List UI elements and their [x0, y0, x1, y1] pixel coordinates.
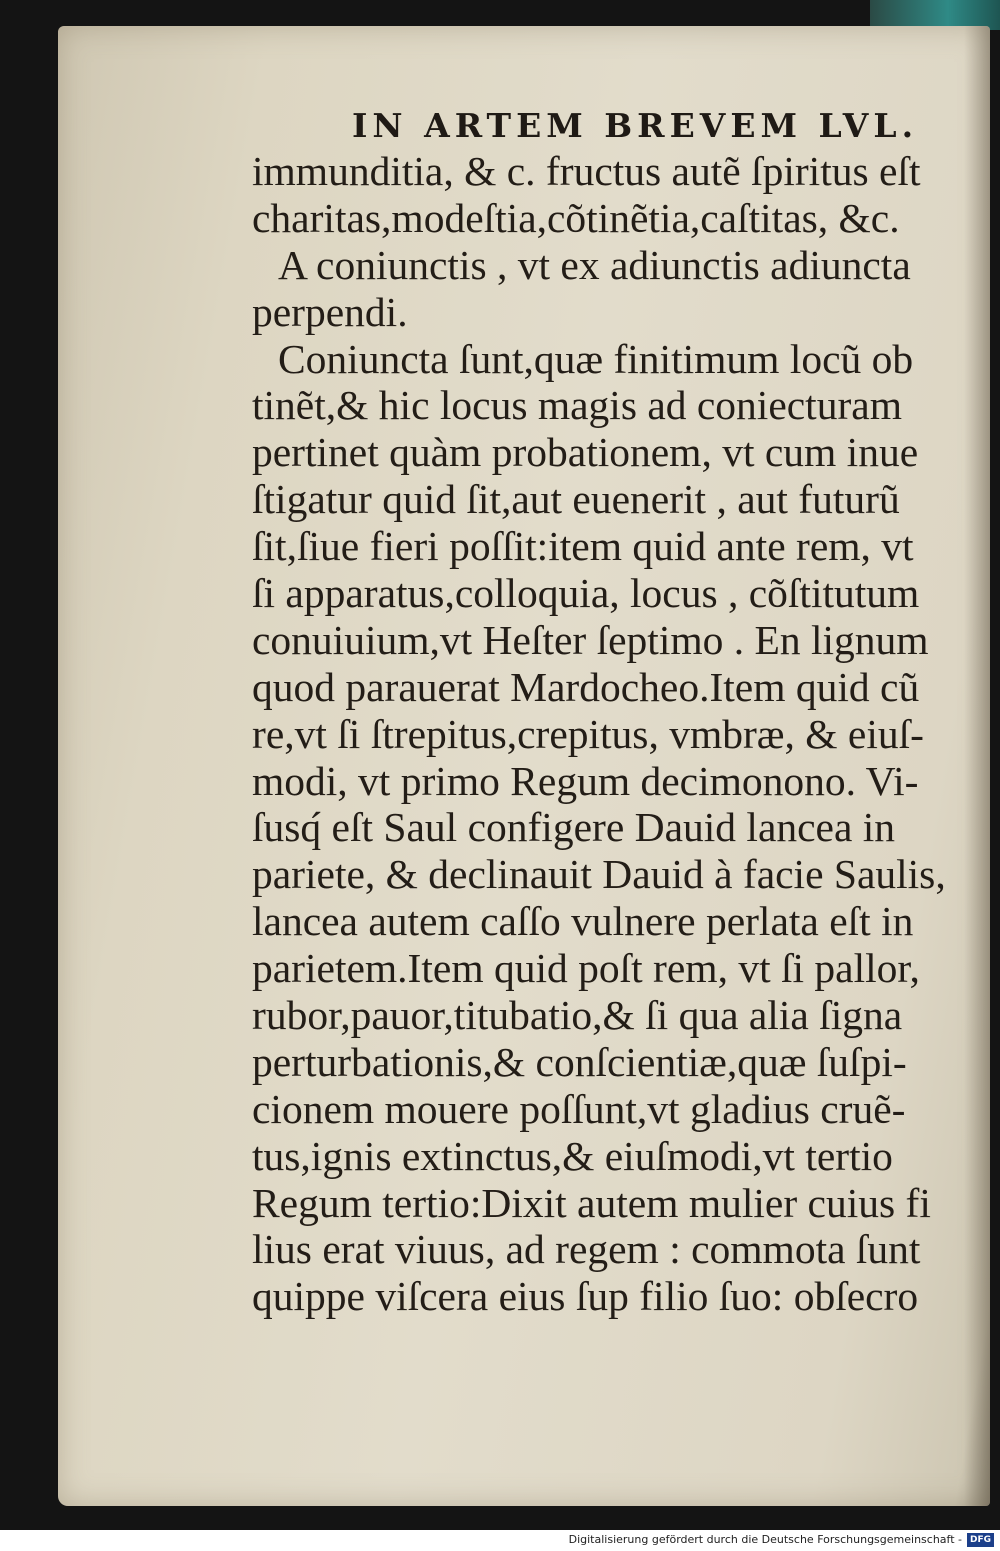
text-line: cionem mouere poſſunt,vt gladius cruẽ- — [252, 1085, 906, 1132]
page-gutter-shadow — [964, 26, 990, 1506]
dfg-logo: DFG — [967, 1533, 994, 1547]
text-line: re,vt ſi ſtrepitus,crepitus, vmbræ, & eiuſ- — [252, 710, 924, 757]
text-line: Regum tertio:Dixit autem mulier cuius fi — [252, 1179, 931, 1226]
footer-bar — [0, 1530, 1000, 1551]
text-line: modi, vt primo Regum decimonono. Vi- — [252, 757, 919, 804]
funding-notice: Digitalisierung gefördert durch die Deutsche Forschungsgemeinschaft - — [568, 1533, 962, 1546]
body-text — [252, 148, 952, 1320]
text-line: perpendi. — [252, 288, 408, 335]
text-line: Coniuncta ſunt,quæ finitimum locũ ob — [278, 335, 914, 382]
text-line: immunditia, & c. fructus autẽ ſpiritus eſt — [252, 148, 921, 194]
text-line: charitas,modeſtia,cõtinẽtia,caſtitas, &c. — [252, 194, 900, 241]
text-line: pariete, & declinauit Dauid à facie Saulis, — [252, 851, 946, 898]
text-line: lius erat viuus, ad regem : commota ſunt — [252, 1226, 921, 1273]
text-line: lancea autem caſſo vulnere perlata eſt in — [252, 898, 914, 945]
text-line: A coniunctis , vt ex adiunctis adiuncta — [278, 241, 911, 288]
text-line: conuiuium,vt Heſter ſeptimo . En lignum — [252, 616, 929, 663]
text-line: ſit,ſiue fieri poſſit:item quid ante rem, vt — [252, 523, 914, 570]
text-line: ſtigatur quid ſit,aut euenerit , aut futurũ — [252, 476, 900, 523]
text-line: ſusq́ eſt Saul configere Dauid lancea in — [252, 804, 896, 851]
running-head: IN ARTEM BREVEM LVL. — [352, 106, 919, 145]
text-line: pertinet quàm probationem, vt cum inue — [252, 429, 919, 476]
text-line: quippe viſcera eius ſup filio ſuo: obſecro — [252, 1273, 919, 1320]
text-line: tinẽt,& hic locus magis ad coniecturam — [252, 382, 902, 429]
text-line: quod parauerat Mardocheo.Item quid cũ — [252, 663, 920, 710]
text-line: perturbationis,& conſcientiæ,quæ ſuſpi- — [252, 1038, 907, 1085]
text-line: rubor,pauor,titubatio,& ſi qua alia ſigna — [252, 992, 903, 1039]
text-line: ſi apparatus,colloquia, locus , cõſtitutum — [252, 570, 920, 617]
text-line: tus,ignis extinctus,& eiuſmodi,vt tertio — [252, 1132, 893, 1179]
text-line: parietem.Item quid poſt rem, vt ſi pallor, — [252, 945, 920, 992]
